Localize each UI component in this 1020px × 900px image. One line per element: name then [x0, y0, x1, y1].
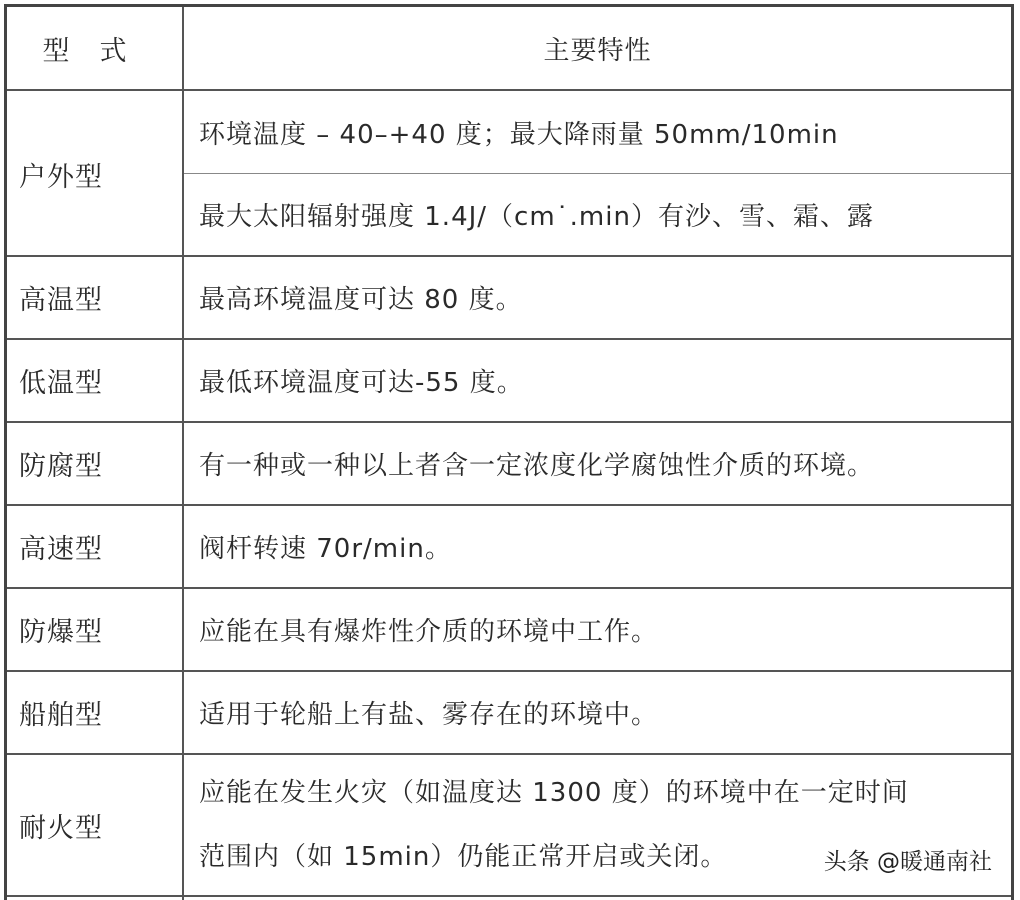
row-desc: 最大太阳辐射强度 1.4J/（cm˙.min）有沙、雪、霜、露: [199, 202, 874, 232]
table-row: [7, 672, 1011, 755]
watermark: 头条 @暖通南社: [818, 841, 998, 878]
table-row: [7, 423, 1011, 506]
header-type: 型式: [42, 35, 157, 67]
table-row: [7, 257, 1011, 340]
row-desc-line: 应能在发生火灾（如温度达 1300 度）的环境中在一定时间: [199, 778, 909, 808]
row-desc: 最低环境温度可达-55 度。: [199, 368, 524, 398]
row-type: 防爆型: [19, 617, 103, 648]
table-row: [7, 340, 1011, 423]
row-type: 低温型: [19, 368, 103, 399]
row-desc: 环境温度 – 40–+40 度；最大降雨量 50mm/10min: [199, 119, 839, 150]
row-desc: 最高环境温度可达 80 度。: [199, 285, 523, 315]
row-desc: 适用于轮船上有盐、雾存在的环境中。: [199, 700, 659, 730]
header-desc: 主要特性: [543, 35, 652, 66]
table-row: [7, 589, 1011, 672]
row-desc: 有一种或一种以上者含一定浓度化学腐蚀性介质的环境。: [199, 451, 875, 481]
table-header: [7, 7, 1011, 91]
spec-table: [4, 4, 1014, 900]
row-type: 防腐型: [19, 451, 103, 482]
row-desc: 应能在具有爆炸性介质的环境中工作。: [199, 617, 659, 647]
row-desc: 阀杆转速 70r/min。: [199, 534, 452, 564]
row-type: 船舶型: [19, 700, 103, 731]
row-type: 户外型: [19, 161, 103, 193]
row-type: 耐火型: [19, 812, 103, 844]
row-type: 高温型: [19, 285, 103, 316]
table-row: [184, 91, 1011, 174]
table-row: [7, 506, 1011, 589]
row-desc-line: 范围内（如 15min）仍能正常开启或关闭。: [199, 842, 728, 872]
row-type: 高速型: [19, 534, 103, 565]
